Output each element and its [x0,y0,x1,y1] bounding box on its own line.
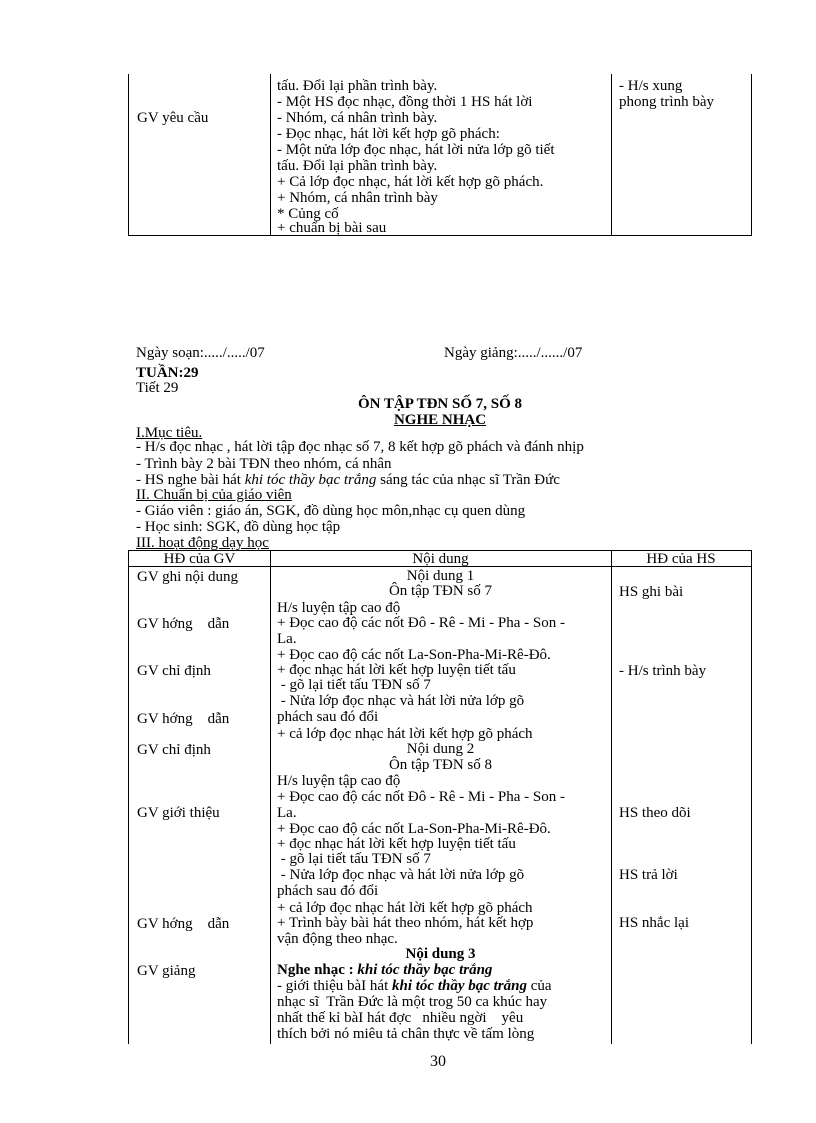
preparation-line: - Học sinh: SGK, đồ dùng học tập [136,519,341,535]
column-divider [611,74,612,235]
column-header-content: Nội dung [412,551,469,567]
column-header-hs: HĐ của HS [646,551,716,567]
content-line: - giới thiệu bàI hát khi tóc thầy bạc trắng của [277,978,552,994]
content-line: + cả lớp đọc nhạc hát lời kết hợp gõ phách [277,726,533,742]
column-header-gv: HĐ của GV [163,551,236,567]
objective-line: - HS nghe bài hát khi tóc thầy bạc trắng sáng tác của nhạc sĩ Trần Đức [136,472,560,488]
content-line: thích bởi nó miêu tả chân thực về tấm lòng [277,1026,535,1042]
song-title: khi tóc thầy bạc trắng [357,962,493,978]
content-heading: Nội dung 3 [405,946,476,962]
gv-cell: GV chỉ định [137,742,211,758]
content-line: H/s luyện tập cao độ [277,773,401,789]
content-line: - Nhóm, cá nhân trình bày. [277,110,438,126]
gv-cell: GV yêu cầu [137,110,209,126]
content-line: - Nửa lớp đọc nhạc và hát lời nửa lớp gõ [277,693,525,709]
content-line: + Nhóm, cá nhân trình bày [277,190,438,206]
ngay-giang: Ngày giảng:...../....../07 [444,345,583,361]
week-label: TUẦN:29 [136,365,199,381]
content-line: tấu. Đổi lại phần trình bày. [277,158,438,174]
content-line: - Một nửa lớp đọc nhạc, hát lời nửa lớp gõ tiết [277,142,555,158]
hs-cell: - H/s xung [619,78,683,94]
content-line: tấu. Đổi lại phần trình bày. [277,78,438,94]
section-heading-preparation: II. Chuẩn bị của giáo viên [136,487,292,503]
gv-cell: GV giới thiệu [137,805,220,821]
content-line: + chuẩn bị bài sau [277,220,387,236]
content-line: Nghe nhạc : khi tóc thầy bạc trắng [277,962,493,978]
gv-cell: GV hớng dẫn [137,916,230,932]
content-line: H/s luyện tập cao độ [277,600,401,616]
content-subheading: Ôn tập TĐN số 8 [388,757,493,773]
content-line: + cả lớp đọc nhạc hát lời kết hợp gõ phách [277,900,533,916]
lesson-number: Tiết 29 [136,380,179,396]
column-divider [611,551,612,1044]
content-line: vận động theo nhạc. [277,931,398,947]
content-line: + Trình bày bài hát theo nhóm, hát kết hợp [277,915,534,931]
content-line: La. [277,805,297,821]
content-line: - gõ lại tiết tấu TĐN số 7 [277,851,431,867]
column-divider [270,74,271,235]
content-heading: Nội dung 2 [406,741,475,757]
objective-line: - Trình bày 2 bài TĐN theo nhóm, cá nhân [136,456,392,472]
content-heading: Nội dung 1 [406,568,475,584]
continuation-table [128,74,752,236]
content-subheading: Ôn tập TĐN số 7 [388,583,493,599]
section-heading-activities: III. hoạt động dạy học [136,535,269,551]
section-heading-objectives: I.Mục tiêu. [136,425,203,441]
content-line: + Cả lớp đọc nhạc, hát lời kết hợp gõ phách. [277,174,544,190]
objective-line: - H/s đọc nhạc , hát lời tập đọc nhạc số 7, 8 kết hợp gõ phách và đánh nhịp [136,439,584,455]
gv-cell: GV ghi nội dung [137,569,238,585]
content-line: + Đọc cao độ các nốt Đô - Rê - Mi - Pha - Son - [277,789,565,805]
hs-cell: HS nhắc lại [619,915,689,931]
hs-cell: HS trả lời [619,867,678,883]
content-line: - gõ lại tiết tấu TĐN số 7 [277,677,431,693]
content-line: * Củng cố [277,206,339,222]
gv-cell: GV hớng dẫn [137,616,230,632]
content-line: - Nửa lớp đọc nhạc và hát lời nửa lớp gõ [277,867,525,883]
song-title: khi tóc thầy bạc trắng [391,978,527,994]
content-line: + Đọc cao độ các nốt La-Son-Pha-Mi-Rê-Đô. [277,821,551,837]
lesson-title: ÔN TẬP TĐN SỐ 7, SỐ 8 [357,396,523,412]
content-line: + đọc nhạc hát lời kết hợp luyện tiết tấu [277,836,516,852]
hs-cell: - H/s trình bày [619,663,707,679]
ngay-soan: Ngày soạn:...../...../07 [136,345,265,361]
gv-cell: GV chỉ định [137,663,211,679]
content-line: nhất thế kỉ bàI hát đợc nhiều ngời yêu [277,1010,524,1026]
hs-cell: HS ghi bài [619,584,684,600]
column-divider [270,551,271,1044]
content-line: - Một HS đọc nhạc, đồng thời 1 HS hát lời [277,94,533,110]
content-line: phách sau đó đổi [277,883,379,899]
content-line: + đọc nhạc hát lời kết hợp luyện tiết tấu [277,662,516,678]
gv-cell: GV giảng [137,963,196,979]
content-line: - Đọc nhạc, hát lời kết hợp gõ phách: [277,126,500,142]
page-number: 30 [430,1053,446,1070]
content-line: La. [277,631,297,647]
lesson-subtitle: NGHE NHẠC [393,412,487,428]
content-line: phách sau đó đổi [277,709,379,725]
hs-cell: HS theo dõi [619,805,691,821]
activities-table [128,550,752,1044]
content-line: + Đọc cao độ các nốt La-Son-Pha-Mi-Rê-Đô. [277,647,551,663]
preparation-line: - Giáo viên : giáo án, SGK, đồ dùng học môn,nhạc cụ quen dùng [136,503,526,519]
content-line: nhạc sĩ Trần Đức là một trog 50 ca khúc hay [277,994,548,1010]
gv-cell: GV hớng dẫn [137,711,230,727]
song-title: khi tóc thầy bạc trắng [244,472,377,488]
hs-cell: phong trình bày [619,94,714,110]
content-line: + Đọc cao độ các nốt Đô - Rê - Mi - Pha - Son - [277,615,565,631]
